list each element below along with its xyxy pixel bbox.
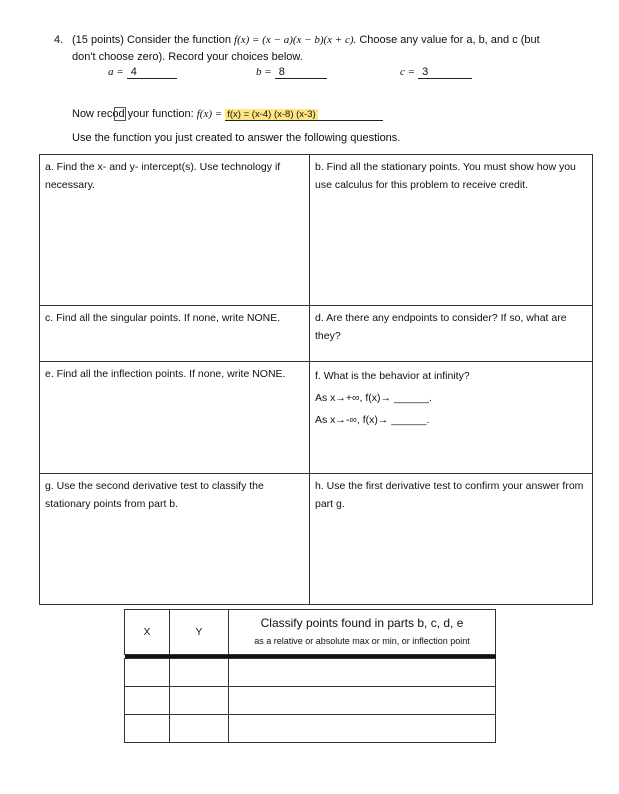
part-d-text: d. Are there any endpoints to consider? If so, what are they? [315,312,567,342]
c-field[interactable] [418,66,472,79]
part-f-line1[interactable]: As x→+∞, f(x)→ ______. [315,392,432,404]
part-e-cell[interactable] [40,362,309,473]
record-function-value: f(x) = (x-4) (x-8) (x-3) [227,108,316,120]
record-prefix-1: Now reco [72,107,119,120]
table-row [125,659,496,687]
part-h-cell[interactable] [310,474,593,604]
part-f-cell[interactable] [310,362,593,473]
question-intro: (15 points) Consider the function [72,34,231,46]
use-function-line: Use the function you just created to answer the following questions. [72,132,401,144]
classify-title: Classify points found in parts b, c, d, e [260,616,464,630]
part-b-text: b. Find all the stationary points. You must show how you use calculus for this problem to receive credit. [315,161,576,191]
part-d-cell[interactable] [310,306,593,361]
part-b-cell[interactable] [310,155,593,305]
table-cell-y[interactable] [170,715,229,743]
b-value: 8 [278,66,285,78]
question-number: 4. [54,34,64,46]
b-label: b = [256,66,272,78]
question-instruction: Choose any value for a, b, and c (but [359,34,540,46]
record-function-line [72,107,383,121]
part-h-text: h. Use the first derivative test to confirm your answer from part g. [315,480,584,510]
a-field[interactable] [127,66,177,79]
a-value: 4 [130,66,137,78]
c-value: 3 [422,66,429,78]
table-cell-classify[interactable] [229,659,496,687]
question-line2: don't choose zero). Record your choices below. [72,51,303,63]
table-cell-classify[interactable] [229,715,496,743]
classify-header-row [125,610,496,655]
table-cell-y[interactable] [170,687,229,715]
function-expression: f(x) = (x − a)(x − b)(x + c). [234,34,357,46]
a-choice [108,66,177,79]
record-function-field[interactable] [225,109,383,121]
question-intro-line [72,34,540,46]
part-c-text: c. Find all the singular points. If none, write NONE. [45,312,281,324]
table-cell-classify[interactable] [229,687,496,715]
part-f-title: f. What is the behavior at infinity? [315,370,470,382]
table-cell-y[interactable] [170,659,229,687]
parts-grid [39,154,593,605]
table-row [125,687,496,715]
col-x-header: X [125,610,170,655]
table-cell-x[interactable] [125,659,170,687]
c-choice [400,66,472,79]
classify-table [124,609,496,743]
part-e-text: e. Find all the inflection points. If none, write NONE. [45,368,286,380]
table-cell-x[interactable] [125,687,170,715]
part-f-line2[interactable]: As x→-∞, f(x)→ ______. [315,414,430,426]
part-a-cell[interactable] [40,155,309,305]
col-classify-header [229,610,496,655]
table-row [125,715,496,743]
table-cell-x[interactable] [125,715,170,743]
part-c-cell[interactable] [40,306,309,361]
b-field[interactable] [275,66,327,79]
record-prefix-2: d your function: [118,107,194,120]
b-choice [256,66,327,79]
record-fx-label: f(x) = [196,107,223,120]
c-label: c = [400,66,416,78]
part-g-text: g. Use the second derivative test to classify the stationary points from part b. [45,480,264,510]
col-y-header: Y [170,610,229,655]
classify-subtitle: as a relative or absolute max or min, or inflection point [254,636,470,646]
part-a-text: a. Find the x- and y- intercept(s). Use technology if necessary. [45,161,281,191]
part-g-cell[interactable] [40,474,309,604]
a-label: a = [108,66,124,78]
